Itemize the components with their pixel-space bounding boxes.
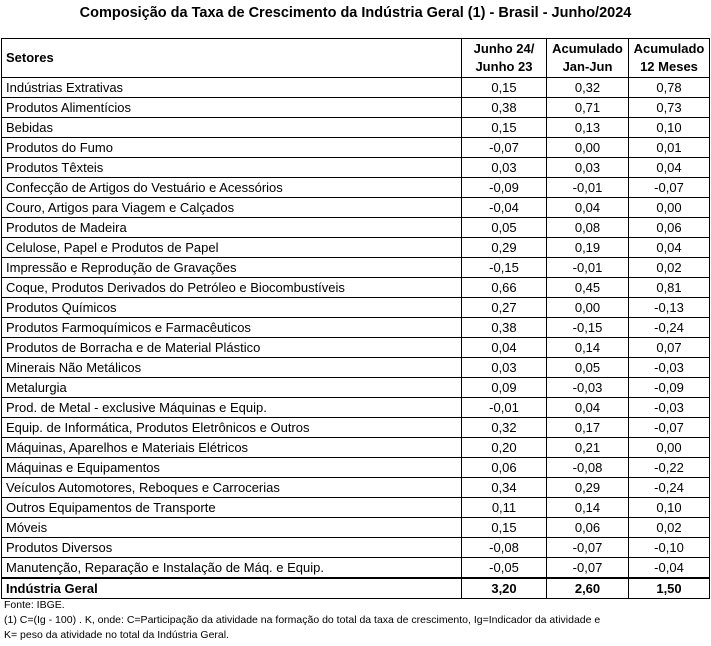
value-month-cell: 0,03 xyxy=(462,158,547,178)
header-row xyxy=(2,39,710,78)
table-row xyxy=(2,438,710,458)
table-row xyxy=(2,78,710,98)
table-row xyxy=(2,558,710,579)
value-ytd-cell: -0,01 xyxy=(547,178,629,198)
header-month-comparison xyxy=(462,39,547,78)
sector-cell: Produtos Têxteis xyxy=(2,158,462,178)
header-accumulated-12m-line1: Acumulado xyxy=(633,41,705,56)
sector-cell: Produtos do Fumo xyxy=(2,138,462,158)
value-12m-cell: -0,07 xyxy=(629,418,710,438)
value-month-cell: 0,34 xyxy=(462,478,547,498)
value-12m-cell: -0,03 xyxy=(629,358,710,378)
value-ytd-cell: 0,08 xyxy=(547,218,629,238)
value-12m-cell: -0,09 xyxy=(629,378,710,398)
value-month-cell: -0,07 xyxy=(462,138,547,158)
table-row xyxy=(2,298,710,318)
sector-cell: Equip. de Informática, Produtos Eletrônicos e Outros xyxy=(2,418,462,438)
value-12m-cell: 0,01 xyxy=(629,138,710,158)
value-ytd-cell: 0,21 xyxy=(547,438,629,458)
value-ytd-cell: 0,71 xyxy=(547,98,629,118)
formula-note-line2: K= peso da atividade no total da Indústria Geral. xyxy=(4,629,230,641)
value-ytd-cell: 0,17 xyxy=(547,418,629,438)
value-12m-cell: 0,73 xyxy=(629,98,710,118)
value-ytd-cell: -0,07 xyxy=(547,538,629,558)
value-ytd-cell: 0,19 xyxy=(547,238,629,258)
table-row xyxy=(2,398,710,418)
sector-cell: Prod. de Metal - exclusive Máquinas e Equip. xyxy=(2,398,462,418)
header-accumulated-12m xyxy=(629,39,710,78)
value-ytd-cell: -0,07 xyxy=(547,558,629,579)
header-month-comparison-line1: Junho 24/ xyxy=(473,41,535,56)
value-12m-cell: -0,24 xyxy=(629,318,710,338)
value-12m-cell: 0,00 xyxy=(629,438,710,458)
value-12m-cell: -0,03 xyxy=(629,398,710,418)
table-row xyxy=(2,318,710,338)
value-ytd-cell: 0,32 xyxy=(547,78,629,98)
sector-cell: Indústrias Extrativas xyxy=(2,78,462,98)
value-12m-cell: -0,24 xyxy=(629,478,710,498)
table-row xyxy=(2,198,710,218)
value-12m-cell: -0,22 xyxy=(629,458,710,478)
table-row xyxy=(2,158,710,178)
sector-cell: Produtos Químicos xyxy=(2,298,462,318)
value-ytd-cell: 0,29 xyxy=(547,478,629,498)
table-row xyxy=(2,538,710,558)
value-month-cell: 0,09 xyxy=(462,378,547,398)
table-row xyxy=(2,458,710,478)
growth-composition-table xyxy=(1,38,710,599)
sector-cell: Bebidas xyxy=(2,118,462,138)
value-month-cell: 0,15 xyxy=(462,118,547,138)
value-month-cell: 0,06 xyxy=(462,458,547,478)
value-12m-cell: 0,04 xyxy=(629,238,710,258)
value-12m-cell: 0,04 xyxy=(629,158,710,178)
header-sectors: Setores xyxy=(2,39,462,78)
table-row xyxy=(2,518,710,538)
value-month-cell: 0,66 xyxy=(462,278,547,298)
value-ytd-cell: 0,14 xyxy=(547,338,629,358)
value-month-cell: 0,38 xyxy=(462,318,547,338)
header-accumulated-year-line1: Acumulado xyxy=(552,41,623,56)
value-month-cell: 0,27 xyxy=(462,298,547,318)
value-ytd-cell: 0,06 xyxy=(547,518,629,538)
value-month-cell: 0,05 xyxy=(462,218,547,238)
value-ytd-cell: -0,08 xyxy=(547,458,629,478)
value-month-cell: -0,01 xyxy=(462,398,547,418)
value-12m-cell: -0,04 xyxy=(629,558,710,579)
sector-cell: Celulose, Papel e Produtos de Papel xyxy=(2,238,462,258)
table-row xyxy=(2,178,710,198)
table-row xyxy=(2,278,710,298)
sector-cell: Indústria Geral xyxy=(2,578,462,599)
table-title: Composição da Taxa de Crescimento da Indústria Geral (1) - Brasil - Junho/2024 xyxy=(79,5,632,21)
table-row xyxy=(2,338,710,358)
value-12m-cell: 0,02 xyxy=(629,518,710,538)
value-ytd-cell: 0,00 xyxy=(547,298,629,318)
header-accumulated-year xyxy=(547,39,629,78)
value-12m-cell: 0,10 xyxy=(629,118,710,138)
value-ytd-cell: -0,01 xyxy=(547,258,629,278)
value-12m-cell: 0,10 xyxy=(629,498,710,518)
table-row xyxy=(2,478,710,498)
total-row xyxy=(2,578,710,599)
source-note: Fonte: IBGE. xyxy=(4,599,65,611)
value-12m-cell: 0,00 xyxy=(629,198,710,218)
value-ytd-cell: 0,05 xyxy=(547,358,629,378)
value-ytd-cell: 2,60 xyxy=(547,578,629,599)
value-12m-cell: 1,50 xyxy=(629,578,710,599)
sector-cell: Metalurgia xyxy=(2,378,462,398)
value-month-cell: -0,09 xyxy=(462,178,547,198)
value-month-cell: 0,20 xyxy=(462,438,547,458)
footnotes xyxy=(4,598,704,643)
value-ytd-cell: 0,00 xyxy=(547,138,629,158)
table-row xyxy=(2,258,710,278)
table-row xyxy=(2,358,710,378)
value-ytd-cell: 0,14 xyxy=(547,498,629,518)
sector-cell: Produtos de Borracha e de Material Plástico xyxy=(2,338,462,358)
table-row xyxy=(2,98,710,118)
value-12m-cell: -0,10 xyxy=(629,538,710,558)
formula-note-line1: (1) C=(Ig - 100) . K, onde: C=Participação da atividade na formação do total da taxa de crescimento, Ig=Indicador da atividade e xyxy=(4,614,601,626)
value-12m-cell: -0,07 xyxy=(629,178,710,198)
sector-cell: Veículos Automotores, Reboques e Carrocerias xyxy=(2,478,462,498)
sector-cell: Produtos de Madeira xyxy=(2,218,462,238)
header-accumulated-12m-line2: 12 Meses xyxy=(640,59,698,74)
sector-cell: Outros Equipamentos de Transporte xyxy=(2,498,462,518)
sector-cell: Produtos Farmoquímicos e Farmacêuticos xyxy=(2,318,462,338)
value-ytd-cell: 0,04 xyxy=(547,198,629,218)
value-month-cell: 0,15 xyxy=(462,78,547,98)
sector-cell: Couro, Artigos para Viagem e Calçados xyxy=(2,198,462,218)
value-12m-cell: 0,02 xyxy=(629,258,710,278)
value-month-cell: -0,15 xyxy=(462,258,547,278)
value-12m-cell: 0,06 xyxy=(629,218,710,238)
value-month-cell: 0,11 xyxy=(462,498,547,518)
value-month-cell: 0,15 xyxy=(462,518,547,538)
value-ytd-cell: 0,13 xyxy=(547,118,629,138)
table-row xyxy=(2,418,710,438)
sector-cell: Máquinas e Equipamentos xyxy=(2,458,462,478)
value-ytd-cell: -0,15 xyxy=(547,318,629,338)
value-12m-cell: 0,81 xyxy=(629,278,710,298)
sector-cell: Máquinas, Aparelhos e Materiais Elétricos xyxy=(2,438,462,458)
value-month-cell: 3,20 xyxy=(462,578,547,599)
value-month-cell: -0,04 xyxy=(462,198,547,218)
table-row xyxy=(2,138,710,158)
sector-cell: Minerais Não Metálicos xyxy=(2,358,462,378)
value-month-cell: 0,29 xyxy=(462,238,547,258)
sector-cell: Impressão e Reprodução de Gravações xyxy=(2,258,462,278)
table-row xyxy=(2,498,710,518)
value-12m-cell: 0,78 xyxy=(629,78,710,98)
table-row xyxy=(2,378,710,398)
value-ytd-cell: -0,03 xyxy=(547,378,629,398)
value-month-cell: -0,08 xyxy=(462,538,547,558)
sector-cell: Coque, Produtos Derivados do Petróleo e Biocombustíveis xyxy=(2,278,462,298)
value-month-cell: 0,38 xyxy=(462,98,547,118)
header-month-comparison-line2: Junho 23 xyxy=(475,59,533,74)
table-row xyxy=(2,218,710,238)
value-ytd-cell: 0,45 xyxy=(547,278,629,298)
table-body xyxy=(2,78,710,599)
value-ytd-cell: 0,03 xyxy=(547,158,629,178)
value-month-cell: -0,05 xyxy=(462,558,547,579)
sector-cell: Manutenção, Reparação e Instalação de Máq. e Equip. xyxy=(2,558,462,579)
value-12m-cell: -0,13 xyxy=(629,298,710,318)
sector-cell: Confecção de Artigos do Vestuário e Acessórios xyxy=(2,178,462,198)
value-month-cell: 0,32 xyxy=(462,418,547,438)
table-row xyxy=(2,238,710,258)
sector-cell: Produtos Alimentícios xyxy=(2,98,462,118)
header-accumulated-year-line2: Jan-Jun xyxy=(562,59,613,74)
sector-cell: Móveis xyxy=(2,518,462,538)
value-month-cell: 0,03 xyxy=(462,358,547,378)
table-row xyxy=(2,118,710,138)
value-ytd-cell: 0,04 xyxy=(547,398,629,418)
sector-cell: Produtos Diversos xyxy=(2,538,462,558)
value-month-cell: 0,04 xyxy=(462,338,547,358)
value-12m-cell: 0,07 xyxy=(629,338,710,358)
